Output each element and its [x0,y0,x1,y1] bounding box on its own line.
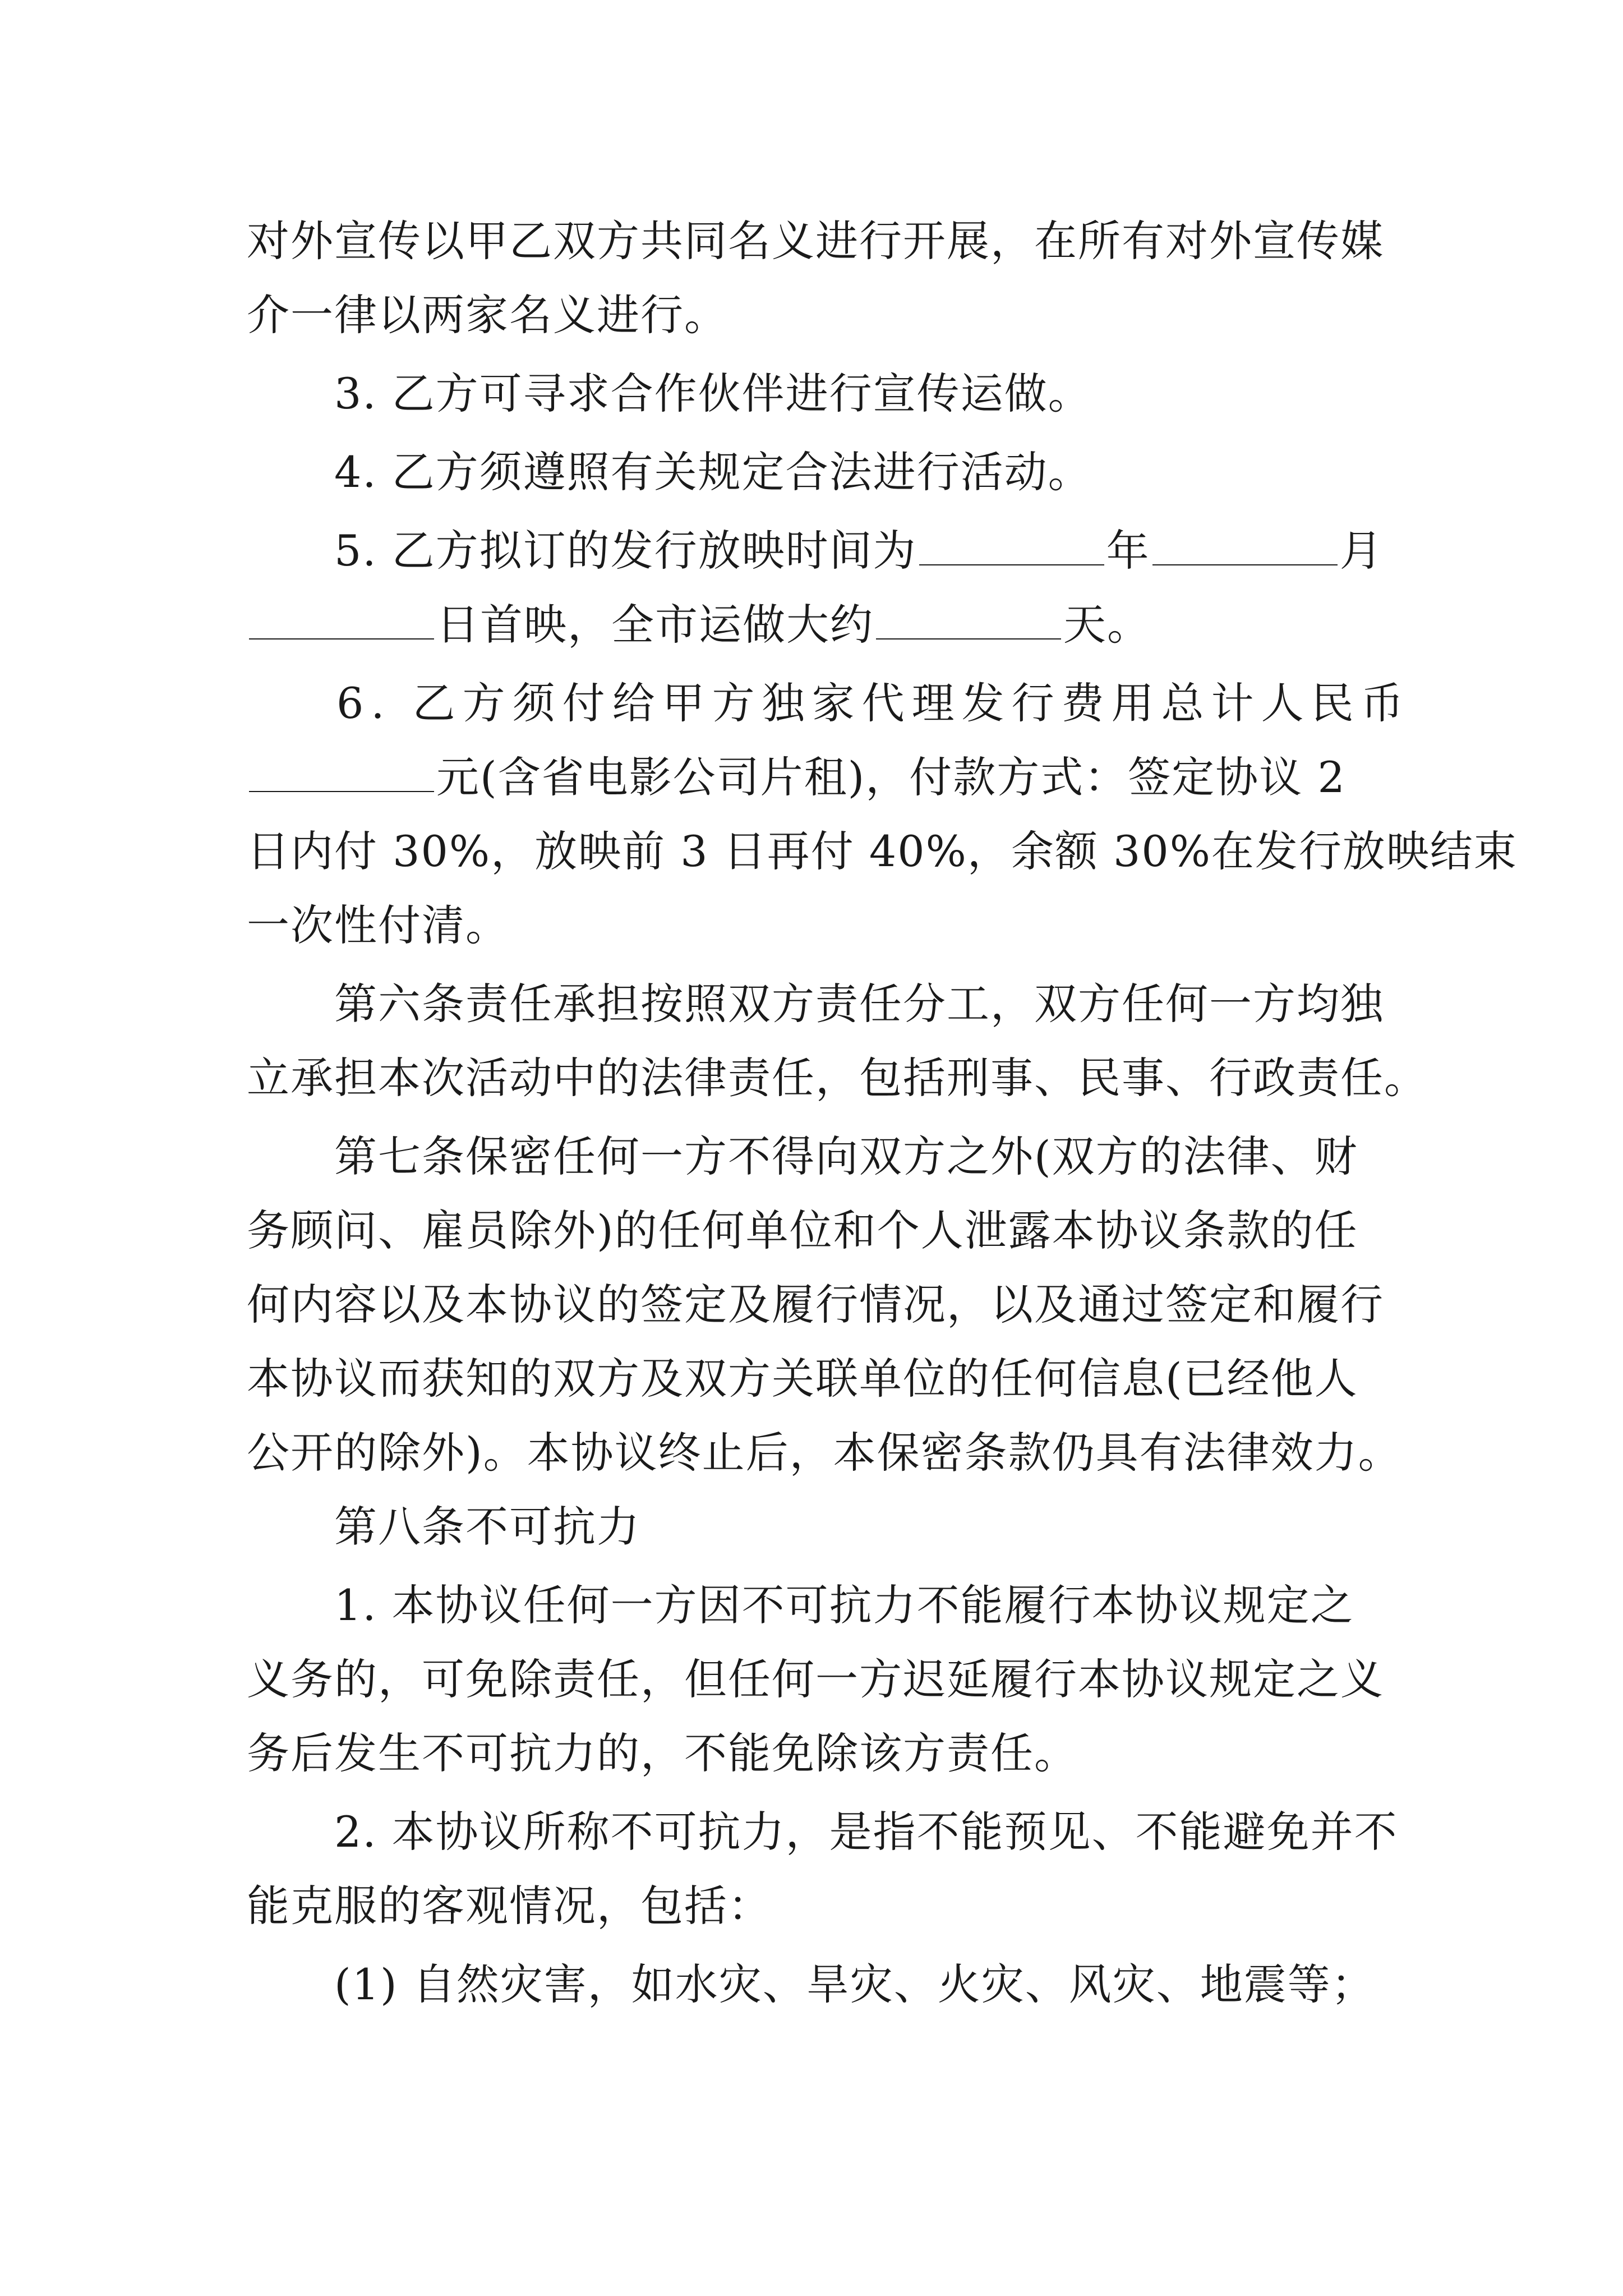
article-8-subitem-1: (1) 自然灾害，如水灾、旱灾、火灾、风灾、地震等； [334,1959,1375,2009]
paragraph-line: 介一律以两家名义进行。 [247,290,728,340]
blank-amount [249,752,434,792]
days-label: 天。 [1063,600,1151,650]
article-6-cont: 立承担本次活动中的法律责任，包括刑事、民事、行政责任。 [247,1053,1428,1103]
paragraph-line: 对外宣传以甲乙双方共同名义进行开展，在所有对外宣传媒 [247,216,1384,266]
clause-5 [247,517,1384,585]
article-8-item-2-cont: 能克服的客观情况，包括： [247,1881,772,1931]
clause-5-text: 5. 乙方拟订的发行放映时间为 [334,526,917,576]
article-7-cont-2: 何内容以及本协议的签定及履行情况，以及通过签定和履行 [247,1280,1384,1329]
clause-5-cont-text: 日首映，全市运做大约 [436,600,874,650]
blank-month [1152,525,1338,565]
clause-6-cont-text: 元(含省电影公司片租)，付款方式：签定协议 2 [436,752,1346,802]
clause-6-cont-2: 日内付 30%，放映前 3 日再付 40%，余额 30%在发行放映结束 [247,826,1518,876]
article-8-item-2: 2. 本协议所称不可抗力，是指不能预见、不能避免并不 [334,1807,1398,1857]
article-8-heading: 第八条不可抗力 [334,1502,640,1552]
clause-3: 3. 乙方可寻求合作伙伴进行宣传运做。 [334,369,1092,418]
article-7-cont-1: 务顾问、雇员除外)的任何单位和个人泄露本协议条款的任 [247,1205,1358,1255]
article-8-item-1-cont-1: 义务的，可免除责任，但任何一方迟延履行本协议规定之义 [247,1654,1384,1704]
article-8-item-1-cont-2: 务后发生不可抗力的，不能免除该方责任。 [247,1728,1078,1778]
clause-6-cont-3: 一次性付清。 [247,900,509,950]
blank-day [249,599,434,639]
article-7-cont-3: 本协议而获知的双方及双方关联单位的任何信息(已经他人 [247,1354,1358,1404]
blank-year [919,525,1104,565]
clause-6-cont [247,744,1346,811]
article-7: 第七条保密任何一方不得向双方之外(双方的法律、财 [334,1131,1358,1181]
clause-4: 4. 乙方须遵照有关规定合法进行活动。 [334,447,1092,497]
month-label: 月 [1339,526,1384,576]
year-label: 年 [1106,526,1150,576]
article-6: 第六条责任承担按照双方责任分工，双方任何一方均独 [334,979,1384,1029]
article-8-item-1: 1. 本协议任何一方因不可抗力不能履行本协议规定之 [334,1580,1354,1630]
article-7-cont-4: 公开的除外)。本协议终止后，本保密条款仍具有法律效力。 [247,1428,1402,1478]
clause-6: 6. 乙方须付给甲方独家代理发行费用总计人民币 [336,678,1411,728]
blank-days-count [876,599,1061,639]
clause-5-cont [247,591,1151,659]
